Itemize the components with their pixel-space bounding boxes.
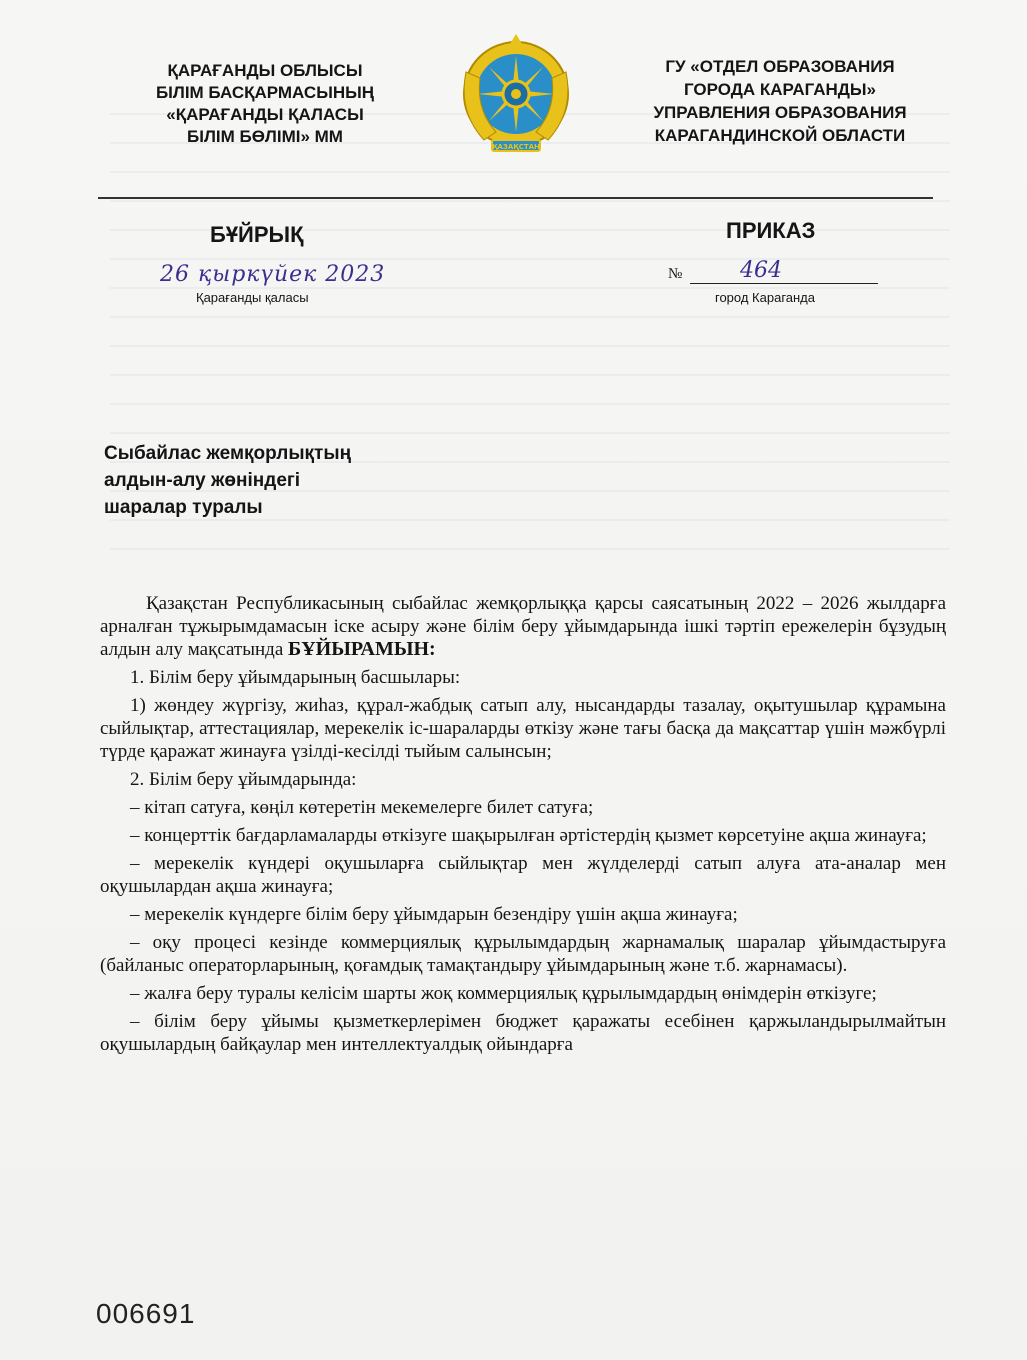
header-right-line: ГОРОДА КАРАГАНДЫ» (684, 80, 876, 99)
order-subject (104, 440, 464, 521)
header-right-russian (620, 55, 940, 147)
city-kazakh: Қарағанды қаласы (196, 290, 309, 305)
header-right-line: УПРАВЛЕНИЯ ОБРАЗОВАНИЯ (653, 103, 907, 122)
list-item: – мерекелік күндері оқушыларға сыйлықтар мен жүлделерді сатып алуға ата-аналар мен оқушылардан ақша жинауға; (100, 853, 946, 897)
header-left-line: ҚАРАҒАНДЫ ОБЛЫСЫ (167, 61, 363, 80)
clause-1: 1. Білім беру ұйымдарының басшылары: (130, 667, 461, 688)
header-left-line: «ҚАРАҒАНДЫ ҚАЛАСЫ (166, 105, 364, 124)
list-item: – жалға беру туралы келісім шарты жоқ коммерциялық құрылымдардың өнімдерін өткізуге; (130, 983, 877, 1004)
number-underline (690, 283, 878, 284)
city-russian: город Караганда (715, 290, 816, 305)
list-item: – мерекелік күндерге білім беру ұйымдарын безендіру үшін ақша жинауға; (130, 904, 738, 925)
header-left-kazakh (110, 60, 420, 148)
handwritten-date: 26 қыркүйек 2023 (160, 262, 386, 287)
clause-2: 2. Білім беру ұйымдарында: (130, 769, 357, 790)
subject-line: Сыбайлас жемқорлықтың (104, 443, 352, 464)
header-right-line: ГУ «ОТДЕЛ ОБРАЗОВАНИЯ (665, 57, 895, 76)
svg-text:ҚАЗАҚСТАН: ҚАЗАҚСТАН (492, 143, 540, 151)
list-item: – кітап сатуға, көңіл көтеретін мекемелерге билет сатуға; (130, 797, 594, 818)
list-item: – концерттік бағдарламаларды өткізуге шақырылған әртістердің қызмет көрсетуіне ақша жинауға; (130, 825, 927, 846)
header-left-line: БІЛІМ БӨЛІМІ» ММ (187, 127, 343, 146)
handwritten-order-number: 464 (740, 258, 782, 283)
order-body (100, 592, 946, 1061)
header-left-line: БІЛІМ БАСҚАРМАСЫНЫҢ (155, 83, 375, 102)
clause-1-1: 1) жөндеу жүргізу, жиһаз, құрал-жабдық сатып алу, нысандарды тазалау, оқытушылар құрамына сыйлықтар, аттестациялар, мерекелік іс-шараларды өткізу және тағы басқа да мақсаттар үшін мәжбүрлі түрде қаражат жинауға үзілді-кесілді тыйым салынсын; (100, 695, 946, 762)
document-serial-number: 006691 (96, 1298, 196, 1329)
intro-paragraph (100, 592, 946, 661)
order-title-russian: ПРИКАЗ (726, 218, 816, 243)
list-item: – білім беру ұйымы қызметкерлерімен бюджет қаражаты есебінен қаржыландырылмайтын оқушылардың байқаулар мен интеллектуалдық ойындарға (100, 1011, 946, 1055)
order-verb: БҰЙЫРАМЫН: (288, 638, 436, 660)
number-label: № (668, 266, 683, 282)
header-divider (98, 197, 933, 199)
intro-text: Қазақстан Республикасының сыбайлас жемқорлыққа қарсы саясатының 2022 – 2026 жылдарға арналған тұжырымдамасын іске асыру және білім беру ұйымдарында ішкі тәртіп ережелерін бұзудың алдын алу мақсатында (100, 593, 946, 660)
list-item: – оқу процесі кезінде коммерциялық құрылымдардың жарнамалық шаралар ұйымдастыруға (байланыс операторларының, қоғамдық тамақтандыру ұйымдарының және т.б. жарнамасы). (100, 932, 946, 976)
header-right-line: КАРАГАНДИНСКОЙ ОБЛАСТИ (654, 126, 906, 145)
order-title-kazakh: БҰЙРЫҚ (210, 222, 304, 247)
kazakhstan-emblem-icon (456, 32, 576, 162)
subject-line: шаралар туралы (104, 497, 263, 518)
subject-line: алдын-алу жөніндегі (104, 470, 301, 491)
